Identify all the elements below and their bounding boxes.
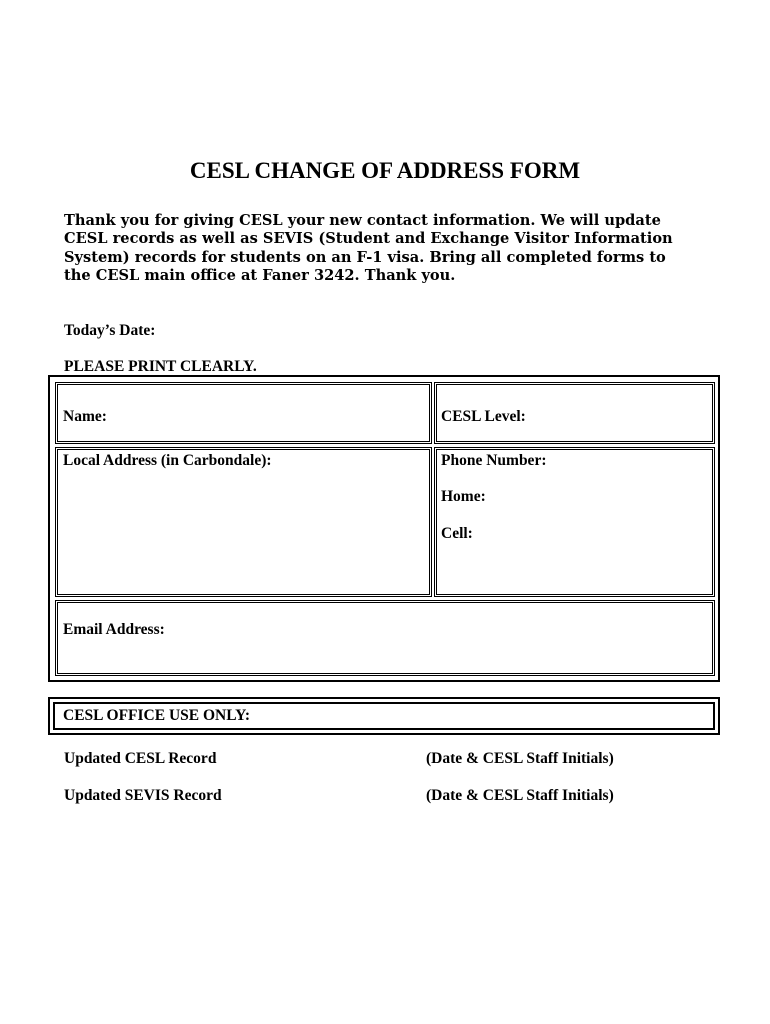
updated-sevis-record-label: Updated SEVIS Record [64,787,222,804]
intro-line: the CESL main office at Faner 3242. Thank you. [64,266,456,284]
intro-paragraph [64,212,714,285]
contact-form-table [48,375,720,682]
todays-date-label: Today’s Date: [64,322,156,339]
office-use-box [48,697,720,735]
updated-cesl-record-label: Updated CESL Record [64,750,217,767]
date-staff-initials-note: (Date & CESL Staff Initials) [426,750,614,767]
office-use-header: CESL OFFICE USE ONLY: [63,707,251,724]
local-address-field[interactable] [55,447,432,597]
cesl-level-field[interactable] [434,382,715,444]
intro-line: System) records for students on an F-1 visa. Bring all completed forms to [64,248,666,266]
phone-number-field[interactable] [434,447,715,597]
intro-line: Thank you for giving CESL your new contact information. We will update [64,212,661,229]
home-phone-label: Home: [441,488,486,505]
email-address-label: Email Address: [63,621,165,638]
intro-line: CESL records as well as SEVIS (Student and Exchange Visitor Information [64,230,673,248]
email-address-field[interactable] [55,600,715,676]
cesl-level-label: CESL Level: [441,408,526,425]
phone-number-label: Phone Number: [441,452,547,469]
page-title: CESL CHANGE OF ADDRESS FORM [189,158,581,183]
name-field[interactable] [55,382,432,444]
cell-phone-label: Cell: [441,525,473,542]
office-use-inner [53,702,715,730]
date-staff-initials-note: (Date & CESL Staff Initials) [426,787,614,804]
local-address-label: Local Address (in Carbondale): [63,452,272,469]
name-label: Name: [63,408,107,425]
print-notice: PLEASE PRINT CLEARLY. [64,358,257,375]
